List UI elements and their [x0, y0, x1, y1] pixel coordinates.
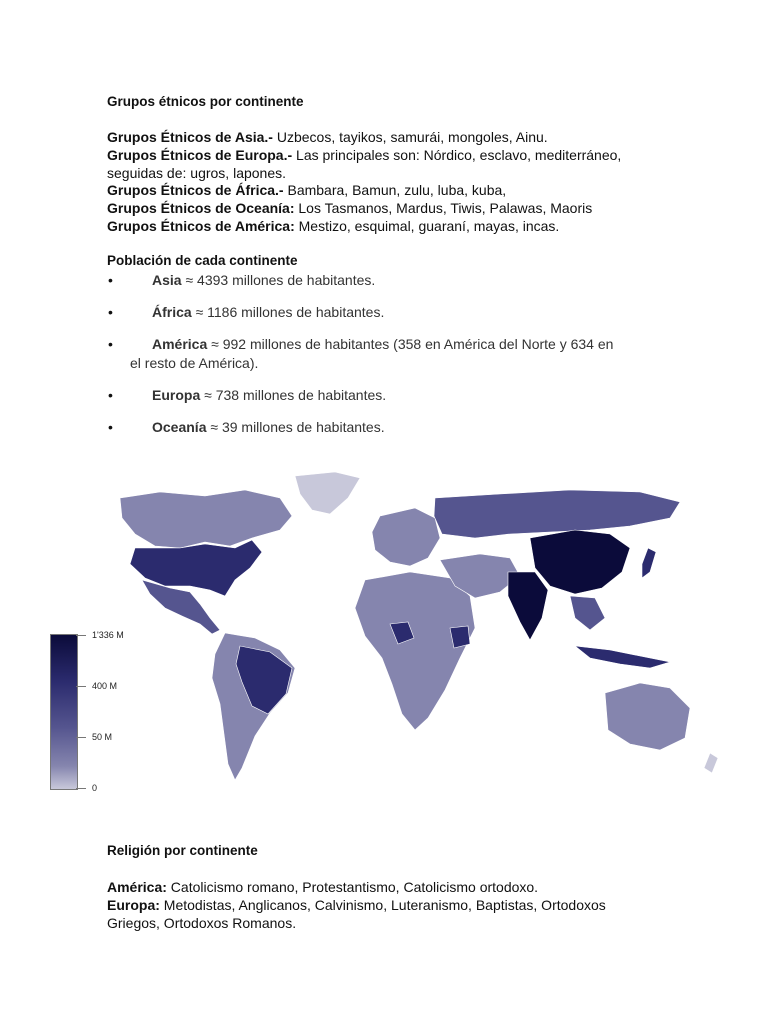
map-russia [434, 490, 680, 538]
ethnic-asia-label: Grupos Étnicos de Asia.- [107, 129, 273, 145]
ethnic-america [107, 217, 559, 235]
population-asia-name: Asia [152, 272, 182, 288]
religion-europa-label: Europa: [107, 897, 160, 913]
population-europa-text: ≈ 738 millones de habitantes. [200, 387, 387, 403]
legend-tick [76, 635, 86, 636]
map-indonesia [575, 646, 670, 668]
population-america-name: América [152, 336, 208, 352]
religion-america-label: América: [107, 879, 167, 895]
ethnic-europa-text-cont: seguidas de: ugros, lapones. [107, 165, 287, 181]
population-africa-name: África [152, 304, 192, 320]
world-population-map [30, 468, 765, 798]
religion-europa [107, 896, 606, 914]
population-item-africa [152, 303, 384, 321]
legend-label-max: 1'336 M [92, 630, 124, 640]
population-america-text-cont: el resto de América). [130, 355, 259, 371]
map-se-asia [570, 596, 605, 630]
map-legend-bar [50, 634, 78, 790]
legend-label-50m: 50 M [92, 732, 113, 742]
population-item-asia [152, 271, 375, 289]
world-map-svg [30, 468, 765, 798]
ethnic-africa [107, 181, 506, 199]
population-item-europa [152, 386, 386, 404]
religion-title: Religión por continente [107, 843, 258, 858]
population-europa-name: Europa [152, 387, 201, 403]
map-new-zealand [704, 753, 718, 773]
population-item-oceania [152, 418, 385, 436]
population-america-text: ≈ 992 millones de habitantes (358 en América del Norte y 634 en [207, 336, 614, 352]
map-europe [372, 508, 440, 566]
religion-america [107, 878, 538, 896]
population-africa-text: ≈ 1186 millones de habitantes. [191, 304, 385, 320]
map-china [530, 530, 630, 594]
ethnic-asia [107, 128, 548, 146]
ethnic-europa-label: Grupos Étnicos de Europa.- [107, 147, 293, 163]
ethnic-asia-text: Uzbecos, tayikos, samurái, mongoles, Ainu. [272, 129, 548, 145]
map-india [508, 572, 548, 640]
legend-label-zero: 0 [92, 783, 98, 793]
ethnic-oceania-label: Grupos Étnicos de Oceanía: [107, 200, 295, 216]
map-australia [605, 683, 690, 750]
legend-tick [76, 686, 86, 687]
bullet-oceania: • [108, 419, 113, 435]
bullet-europa: • [108, 387, 113, 403]
population-title: Población de cada continente [107, 253, 298, 268]
population-item-america [152, 335, 613, 353]
legend-tick [76, 788, 86, 789]
legend-label-400m: 400 M [92, 681, 118, 691]
bullet-asia: • [108, 272, 113, 288]
ethnic-africa-label: Grupos Étnicos de África.- [107, 182, 284, 198]
ethnic-oceania [107, 199, 592, 217]
ethnic-america-text: Mestizo, esquimal, guaraní, mayas, incas. [294, 218, 560, 234]
population-asia-text: ≈ 4393 millones de habitantes. [181, 272, 376, 288]
ethnic-title: Grupos étnicos por continente [107, 94, 304, 109]
religion-europa-text-cont: Griegos, Ortodoxos Romanos. [107, 915, 297, 931]
map-japan [642, 548, 656, 578]
ethnic-oceania-text: Los Tasmanos, Mardus, Tiwis, Palawas, Maoris [294, 200, 593, 216]
ethnic-america-label: Grupos Étnicos de América: [107, 218, 295, 234]
map-greenland [295, 472, 360, 514]
population-oceania-text: ≈ 39 millones de habitantes. [206, 419, 385, 435]
bullet-america: • [108, 336, 113, 352]
ethnic-europa-text: Las principales son: Nórdico, esclavo, mediterráneo, [292, 147, 622, 163]
religion-america-text: Catolicismo romano, Protestantismo, Catolicismo ortodoxo. [166, 879, 539, 895]
religion-europa-text: Metodistas, Anglicanos, Calvinismo, Luteranismo, Baptistas, Ortodoxos [159, 897, 606, 913]
legend-tick [76, 737, 86, 738]
ethnic-europa [107, 146, 621, 164]
ethnic-africa-text: Bambara, Bamun, zulu, luba, kuba, [283, 182, 507, 198]
map-canada [120, 490, 292, 548]
map-africa [355, 572, 475, 730]
population-oceania-name: Oceanía [152, 419, 207, 435]
bullet-africa: • [108, 304, 113, 320]
